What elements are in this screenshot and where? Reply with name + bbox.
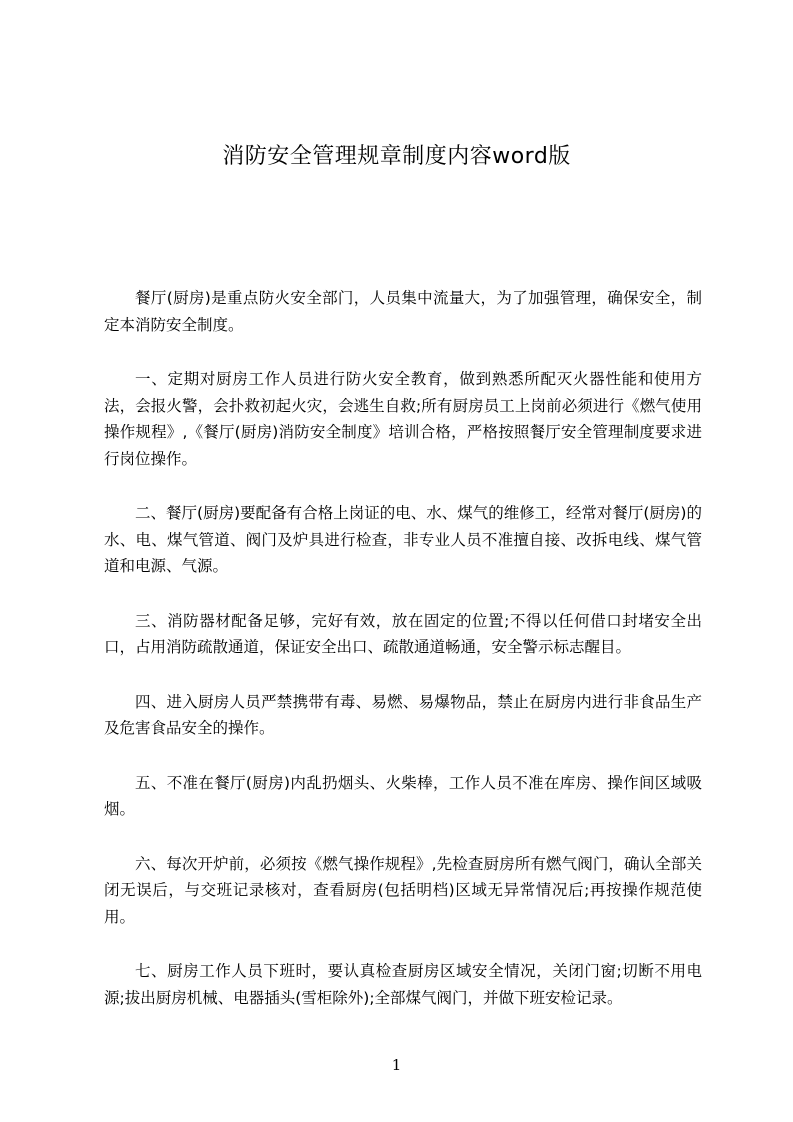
document-title: 消防安全管理规章制度内容word版 xyxy=(222,144,571,169)
rule-1-paragraph: 一、定期对厨房工作人员进行防火安全教育，做到熟悉所配灭火器性能和使用方法，会报火警，会扑救初起火灾，会逃生自救;所有厨房员工上岗前必须进行《燃气使用操作规程》,《餐厅(厨房)消防安全制度》培训合格，严格按照餐厅安全管理制度要求进行岗位操作。 xyxy=(104,370,702,468)
rule-4-paragraph: 四、进入厨房人员严禁携带有毒、易燃、易爆物品，禁止在厨房内进行非食品生产及危害食品安全的操作。 xyxy=(104,692,702,737)
rule-5-paragraph: 五、不准在餐厅(厨房)内乱扔烟头、火柴棒，工作人员不准在库房、操作间区域吸烟。 xyxy=(104,773,702,818)
rule-3-paragraph: 三、消防器材配备足够，完好有效，放在固定的位置;不得以任何借口封堵安全出口，占用消防疏散通道，保证安全出口、疏散通道畅通，安全警示标志醒目。 xyxy=(104,611,702,656)
page-number: 1 xyxy=(391,1056,402,1074)
rule-7-paragraph: 七、厨房工作人员下班时，要认真检查厨房区域安全情况，关闭门窗;切断不用电源;拔出厨房机械、电器插头(雪柜除外);全部煤气阀门，并做下班安检记录。 xyxy=(104,962,702,1007)
intro-paragraph: 餐厅(厨房)是重点防火安全部门，人员集中流量大，为了加强管理，确保安全，制定本消防安全制度。 xyxy=(104,289,702,334)
document-body xyxy=(104,285,702,1039)
rule-2-paragraph: 二、餐厅(厨房)要配备有合格上岗证的电、水、煤气的维修工，经常对餐厅(厨房)的水、电、煤气管道、阀门及炉具进行检查，非专业人员不准擅自接、改拆电线、煤气管道和电源、气源。 xyxy=(104,504,702,575)
rule-6-paragraph: 六、每次开炉前，必须按《燃气操作规程》,先检查厨房所有燃气阀门，确认全部关闭无误后，与交班记录核对，查看厨房(包括明档)区域无异常情况后;再按操作规范使用。 xyxy=(104,854,702,926)
